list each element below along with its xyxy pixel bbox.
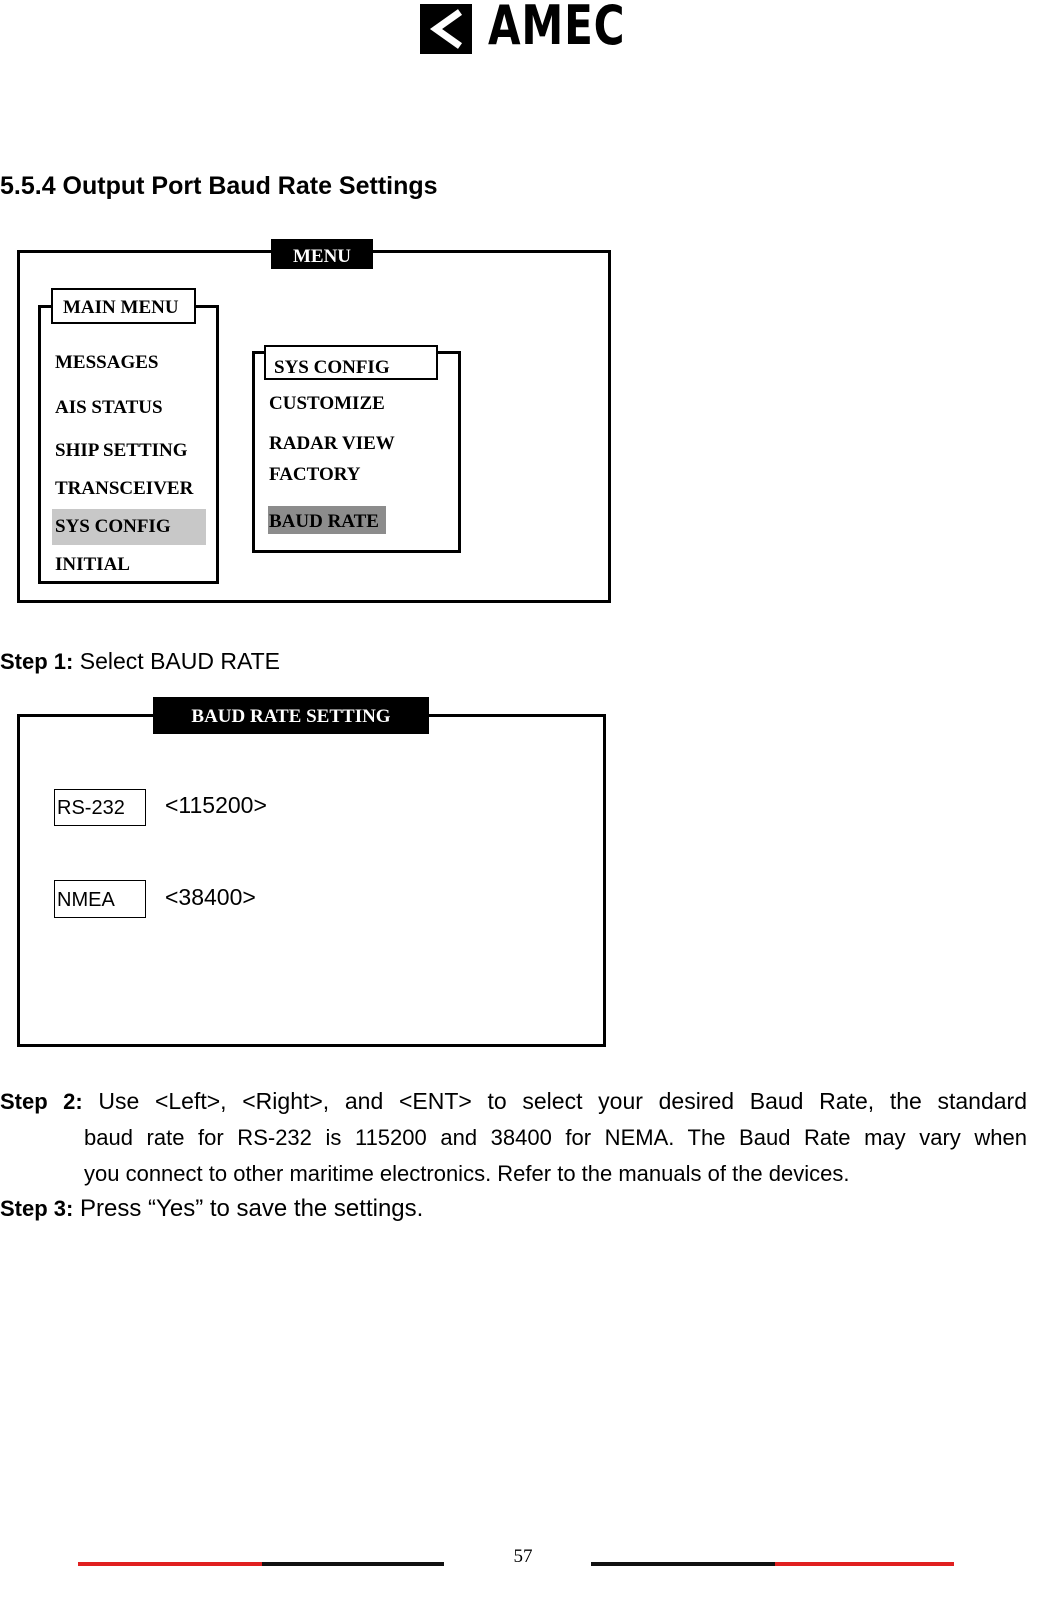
sys-config-item-customize[interactable]: CUSTOMIZE — [269, 393, 385, 414]
nmea-baud-value[interactable]: <38400> — [165, 884, 256, 910]
step2-line2: baud rate for RS-232 is 115200 and 38400 for NEMA. The Baud Rate may vary when — [84, 1125, 1027, 1150]
main-menu-item-ship-setting[interactable]: SHIP SETTING — [55, 440, 188, 461]
step3-label: Step 3: — [0, 1196, 74, 1221]
main-menu-item-transceiver[interactable]: TRANSCEIVER — [55, 478, 194, 499]
step2-line3: you connect to other maritime electronics. Refer to the manuals of the devices. — [84, 1161, 850, 1186]
footer-bar-right-dark — [591, 1562, 775, 1566]
step2-text-line1: Use <Left>, <Right>, and <ENT> to select your desired Baud Rate, the standard — [82, 1088, 1027, 1114]
sys-config-title: SYS CONFIG — [264, 345, 438, 380]
logo-chevron-icon — [420, 4, 472, 54]
step2-line1 — [0, 1083, 1027, 1120]
step1-text: Select BAUD RATE — [73, 648, 280, 674]
rs232-baud-value[interactable]: <115200> — [165, 792, 267, 818]
sys-config-item-baud-rate[interactable]: BAUD RATE — [269, 511, 379, 532]
nmea-port-label: NMEA — [54, 880, 146, 918]
step1-line — [0, 648, 280, 675]
section-title: 5.5.4 Output Port Baud Rate Settings — [0, 172, 438, 200]
footer-bar-right-red — [775, 1562, 954, 1566]
logo-wordmark: AMEC — [488, 0, 626, 57]
page-number: 57 — [513, 1546, 533, 1567]
amec-logo — [430, 0, 626, 57]
step3-text: Press “Yes” to save the settings. — [73, 1195, 424, 1222]
sys-config-item-factory[interactable]: FACTORY — [269, 464, 361, 485]
footer-bar-left-dark — [262, 1562, 444, 1566]
main-menu-item-messages[interactable]: MESSAGES — [55, 352, 159, 373]
baud-rate-title-label: BAUD RATE SETTING — [153, 697, 429, 734]
menu-title-label: MENU — [271, 239, 373, 269]
footer-bar-left-red — [78, 1562, 262, 1566]
main-menu-item-sys-config[interactable]: SYS CONFIG — [55, 516, 171, 537]
main-menu-title: MAIN MENU — [51, 288, 196, 324]
sys-config-item-radar-view[interactable]: RADAR VIEW — [269, 433, 395, 454]
step2-label: Step 2: — [0, 1089, 83, 1114]
rs232-port-label: RS-232 — [54, 789, 146, 826]
step1-label: Step 1: — [0, 649, 74, 674]
main-menu-item-ais-status[interactable]: AIS STATUS — [55, 397, 163, 418]
step3-line — [0, 1195, 423, 1223]
main-menu-item-initial[interactable]: INITIAL — [55, 554, 130, 575]
